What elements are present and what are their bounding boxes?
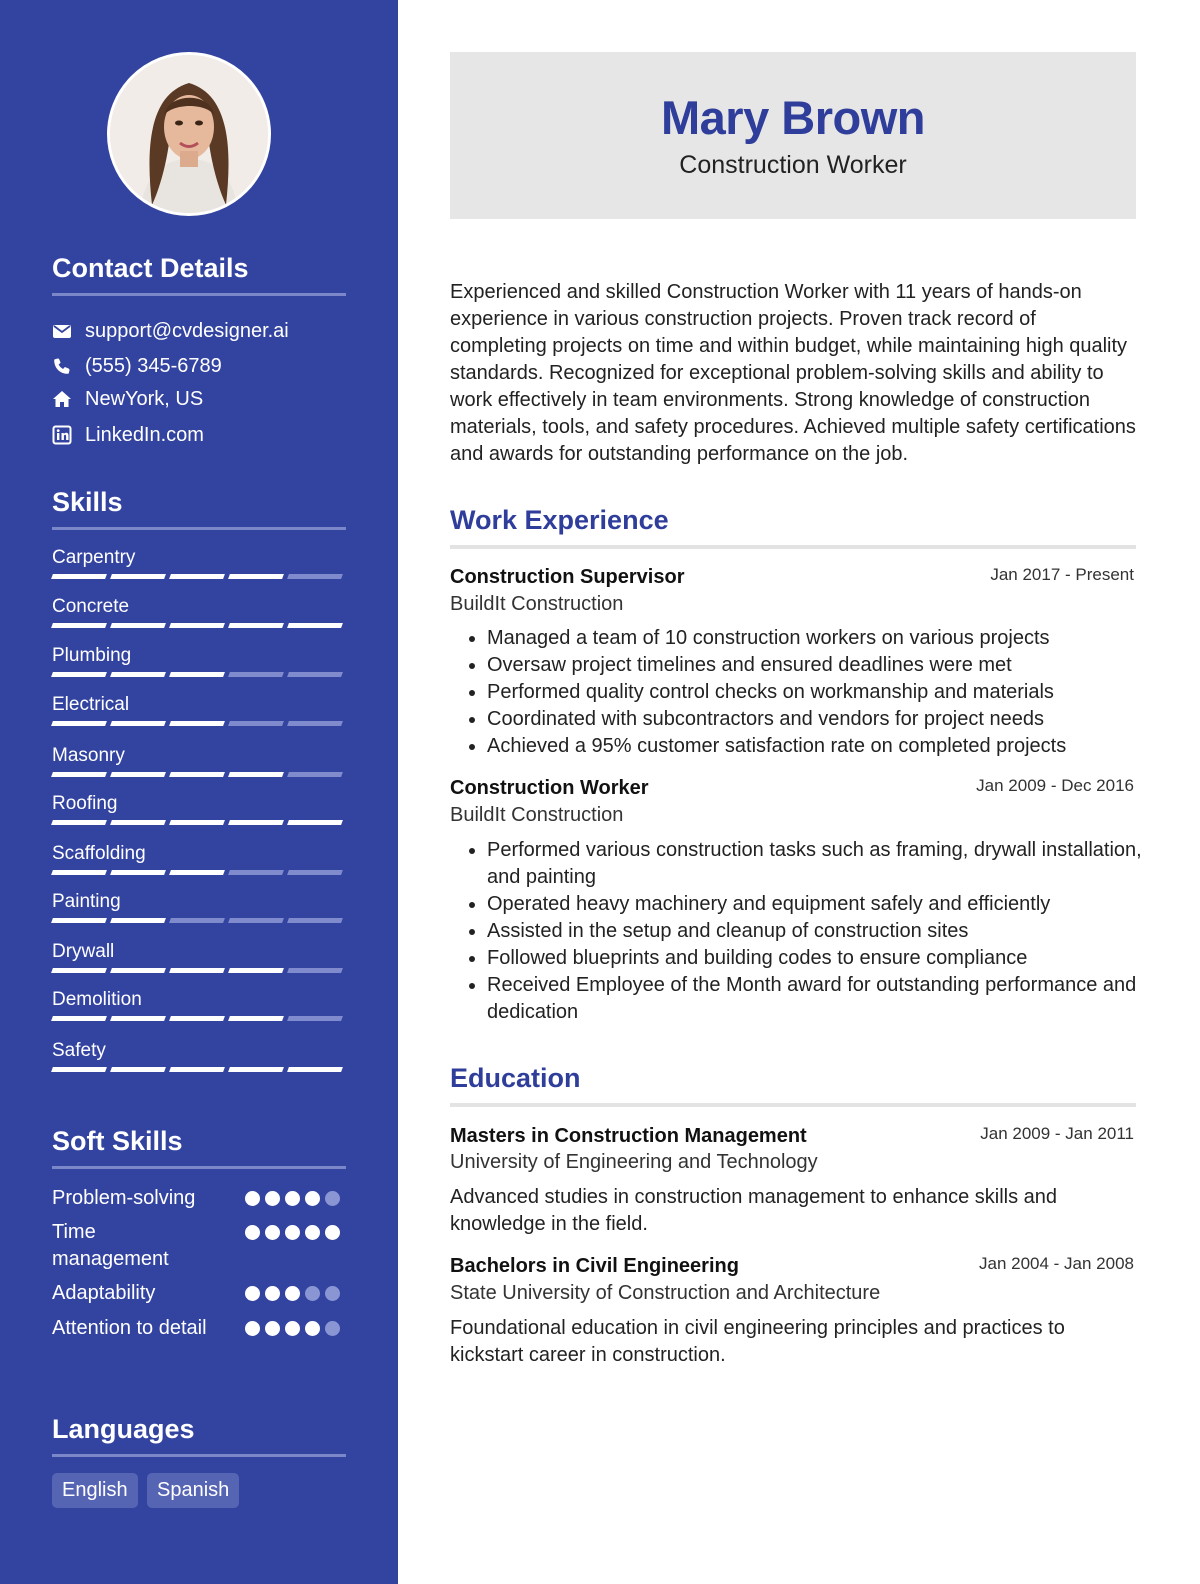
skill-row [52, 745, 346, 767]
rating-dot [265, 1286, 280, 1301]
skill-level-segment [51, 1067, 107, 1072]
skill-level-segment [228, 820, 284, 825]
skill-level-segment [228, 918, 284, 923]
skill-level-segment [287, 1016, 343, 1021]
rating-dot [305, 1225, 320, 1240]
contact-location-text: NewYork, US [85, 387, 204, 410]
profile-summary: Experienced and skilled Construction Worker with 11 years of hands-on experience in various construction projects. Proven track record of completing projects on time and within budget, while maintaining high quality standards. Recognized for exceptional problem-solving skills and ability to work effectively in team environments. Strong knowledge of construction materials, tools, and safety procedures. Achieved multiple safety certifications and awards for outstanding performance on the job. [450, 281, 1136, 465]
skill-level-segment [169, 1016, 225, 1021]
skill-level-bar [52, 623, 342, 628]
rating-dot [265, 1225, 280, 1240]
degree-dates: Jan 2009 - Jan 2011 [980, 1124, 1134, 1143]
skill-level-segment [169, 870, 225, 875]
contact-linkedin-text: LinkedIn.com [85, 423, 204, 446]
degree-dates: Jan 2004 - Jan 2008 [978, 1254, 1134, 1273]
skill-level-segment [228, 623, 284, 628]
skill-level-segment [228, 772, 284, 777]
rating-dot [265, 1321, 280, 1336]
job-title: Construction Worker [450, 777, 649, 799]
education-heading: Education [450, 1063, 581, 1093]
rating-dot [325, 1321, 340, 1336]
skill-row [52, 596, 346, 618]
job-bullet: • Operated heavy machinery and equipment safely and efficiently [487, 891, 1173, 918]
job-dates: Jan 2017 - Present [990, 565, 1134, 584]
skill-row [52, 843, 346, 865]
skill-level-segment [169, 721, 225, 726]
skill-level-segment [169, 968, 225, 973]
job-bullets [450, 837, 1173, 1026]
work-divider [450, 545, 1136, 549]
skill-level-segment [287, 820, 343, 825]
language-tag: Spanish [147, 1473, 239, 1508]
rating-dot [305, 1286, 320, 1301]
skill-level-segment [51, 623, 107, 628]
job-bullet: • Performed various construction tasks such as framing, drywall installation, and painting [487, 837, 1173, 891]
contact-heading: Contact Details [52, 253, 249, 283]
header-box [450, 52, 1136, 219]
soft-skill-row [52, 1185, 346, 1212]
skill-level-segment [169, 574, 225, 579]
soft-skill-label: Adaptability [52, 1282, 156, 1304]
rating-dot [325, 1191, 340, 1206]
rating-dot [265, 1191, 280, 1206]
linkedin-icon [52, 425, 72, 445]
skill-row [52, 694, 346, 716]
skill-row [52, 891, 346, 913]
skill-level-bar [52, 870, 342, 875]
rating-dot [285, 1321, 300, 1336]
envelope-icon [52, 321, 72, 341]
contact-location [52, 386, 203, 412]
skills-divider [52, 527, 346, 530]
skill-level-segment [169, 623, 225, 628]
job-bullet: • Oversaw project timelines and ensured deadlines were met [487, 652, 1173, 679]
skill-level-segment [228, 574, 284, 579]
skill-level-segment [110, 1067, 166, 1072]
skill-level-segment [110, 721, 166, 726]
degree-title: Masters in Construction Management [450, 1125, 807, 1147]
soft-skill-rating [245, 1225, 340, 1240]
contact-email[interactable] [52, 318, 289, 344]
skill-level-segment [169, 772, 225, 777]
skill-level-segment [169, 672, 225, 677]
skill-label: Concrete [52, 596, 130, 617]
job-company: BuildIt Construction [450, 593, 624, 615]
skill-level-bar [52, 918, 342, 923]
skill-level-segment [110, 623, 166, 628]
job-company: BuildIt Construction [450, 804, 624, 826]
skill-row [52, 1040, 346, 1062]
skill-level-segment [228, 672, 284, 677]
skills-heading: Skills [52, 487, 123, 517]
languages-heading: Languages [52, 1414, 195, 1444]
soft-skills-divider [52, 1166, 346, 1169]
rating-dot [245, 1321, 260, 1336]
job-bullets [450, 625, 1173, 760]
skill-level-segment [110, 574, 166, 579]
soft-skill-row [52, 1219, 346, 1273]
skill-level-segment [51, 1016, 107, 1021]
skill-level-segment [110, 968, 166, 973]
job-bullet: • Achieved a 95% customer satisfaction rate on completed projects [487, 733, 1173, 760]
home-icon [52, 389, 72, 409]
skill-level-segment [287, 918, 343, 923]
rating-dot [285, 1286, 300, 1301]
contact-linkedin[interactable] [52, 422, 204, 448]
skill-level-segment [51, 870, 107, 875]
soft-skill-row [52, 1315, 346, 1342]
skill-row [52, 989, 346, 1011]
soft-skill-label: Problem-solving [52, 1187, 196, 1209]
skill-level-segment [51, 918, 107, 923]
skill-level-bar [52, 672, 342, 677]
skill-row [52, 547, 346, 569]
soft-skill-rating [245, 1321, 340, 1336]
skill-label: Demolition [52, 989, 142, 1010]
job-bullet: • Coordinated with subcontractors and vendors for project needs [487, 706, 1173, 733]
skill-level-segment [287, 672, 343, 677]
skill-label: Carpentry [52, 547, 136, 568]
skill-level-segment [51, 968, 107, 973]
skill-level-segment [228, 870, 284, 875]
sidebar [0, 0, 398, 1584]
job-bullet: • Assisted in the setup and cleanup of construction sites [487, 918, 1173, 945]
work-heading: Work Experience [450, 505, 669, 535]
skill-label: Safety [52, 1040, 106, 1061]
candidate-role: Construction Worker [679, 151, 907, 179]
rating-dot [325, 1286, 340, 1301]
skill-level-segment [287, 968, 343, 973]
education-divider [450, 1103, 1136, 1107]
skill-label: Roofing [52, 793, 118, 814]
soft-skill-label: Time management [52, 1221, 169, 1270]
contact-divider [52, 293, 346, 296]
profile-photo [107, 52, 271, 216]
skill-level-segment [228, 968, 284, 973]
degree-title: Bachelors in Civil Engineering [450, 1255, 739, 1277]
skill-level-segment [110, 672, 166, 677]
soft-skills-heading: Soft Skills [52, 1126, 183, 1156]
contact-email-text: support@cvdesigner.ai [85, 319, 289, 342]
skill-level-segment [287, 623, 343, 628]
job-bullet: • Managed a team of 10 construction workers on various projects [487, 625, 1173, 652]
skill-level-segment [110, 870, 166, 875]
skill-level-bar [52, 1067, 342, 1072]
job-bullet: • Performed quality control checks on workmanship and materials [487, 679, 1173, 706]
skill-level-bar [52, 820, 342, 825]
skill-level-segment [51, 820, 107, 825]
rating-dot [245, 1191, 260, 1206]
degree-description: Advanced studies in construction management to enhance skills and knowledge in the field. [450, 1186, 1058, 1235]
job-dates: Jan 2009 - Dec 2016 [976, 776, 1134, 795]
degree-school: State University of Construction and Architecture [450, 1282, 881, 1304]
phone-icon [52, 356, 72, 376]
rating-dot [245, 1286, 260, 1301]
skill-label: Electrical [52, 694, 130, 715]
rating-dot [285, 1225, 300, 1240]
skill-label: Drywall [52, 941, 115, 962]
rating-dot [285, 1191, 300, 1206]
skill-level-segment [110, 772, 166, 777]
skill-level-segment [287, 1067, 343, 1072]
skill-level-bar [52, 721, 342, 726]
skill-level-bar [52, 1016, 342, 1021]
skill-row [52, 645, 346, 667]
skill-row [52, 941, 346, 963]
skill-level-segment [51, 672, 107, 677]
skill-level-segment [169, 918, 225, 923]
soft-skill-row [52, 1280, 346, 1307]
skill-level-segment [110, 820, 166, 825]
skill-level-segment [287, 772, 343, 777]
skill-label: Masonry [52, 745, 125, 766]
rating-dot [305, 1191, 320, 1206]
rating-dot [325, 1225, 340, 1240]
degree-description: Foundational education in civil engineering principles and practices to kickstart career in construction. [450, 1317, 1065, 1366]
rating-dot [305, 1321, 320, 1336]
skill-level-segment [228, 1067, 284, 1072]
candidate-name: Mary Brown [661, 91, 925, 144]
job-bullet: • Received Employee of the Month award for outstanding performance and dedication [487, 972, 1173, 1026]
skill-label: Plumbing [52, 645, 132, 666]
skill-level-segment [287, 870, 343, 875]
job-title: Construction Supervisor [450, 566, 685, 588]
skill-level-segment [110, 918, 166, 923]
skill-level-segment [228, 721, 284, 726]
skill-level-segment [110, 1016, 166, 1021]
skill-label: Painting [52, 891, 121, 912]
languages-divider [52, 1454, 346, 1457]
language-tag: English [52, 1473, 138, 1508]
skill-level-segment [51, 574, 107, 579]
job-bullet: • Followed blueprints and building codes to ensure compliance [487, 945, 1173, 972]
profile-photo-illustration [110, 55, 268, 213]
skill-level-segment [228, 1016, 284, 1021]
contact-phone-text: (555) 345-6789 [85, 354, 222, 377]
skill-level-segment [169, 820, 225, 825]
contact-phone[interactable] [52, 353, 222, 379]
soft-skill-rating [245, 1191, 340, 1206]
skill-level-segment [287, 721, 343, 726]
skill-level-segment [287, 574, 343, 579]
rating-dot [245, 1225, 260, 1240]
skill-level-bar [52, 968, 342, 973]
degree-school: University of Engineering and Technology [450, 1151, 818, 1173]
skill-row [52, 793, 346, 815]
skill-label: Scaffolding [52, 843, 146, 864]
skill-level-bar [52, 772, 342, 777]
soft-skill-rating [245, 1286, 340, 1301]
skill-level-segment [169, 1067, 225, 1072]
skill-level-segment [51, 721, 107, 726]
skill-level-bar [52, 574, 342, 579]
soft-skill-label: Attention to detail [52, 1317, 207, 1339]
skill-level-segment [51, 772, 107, 777]
